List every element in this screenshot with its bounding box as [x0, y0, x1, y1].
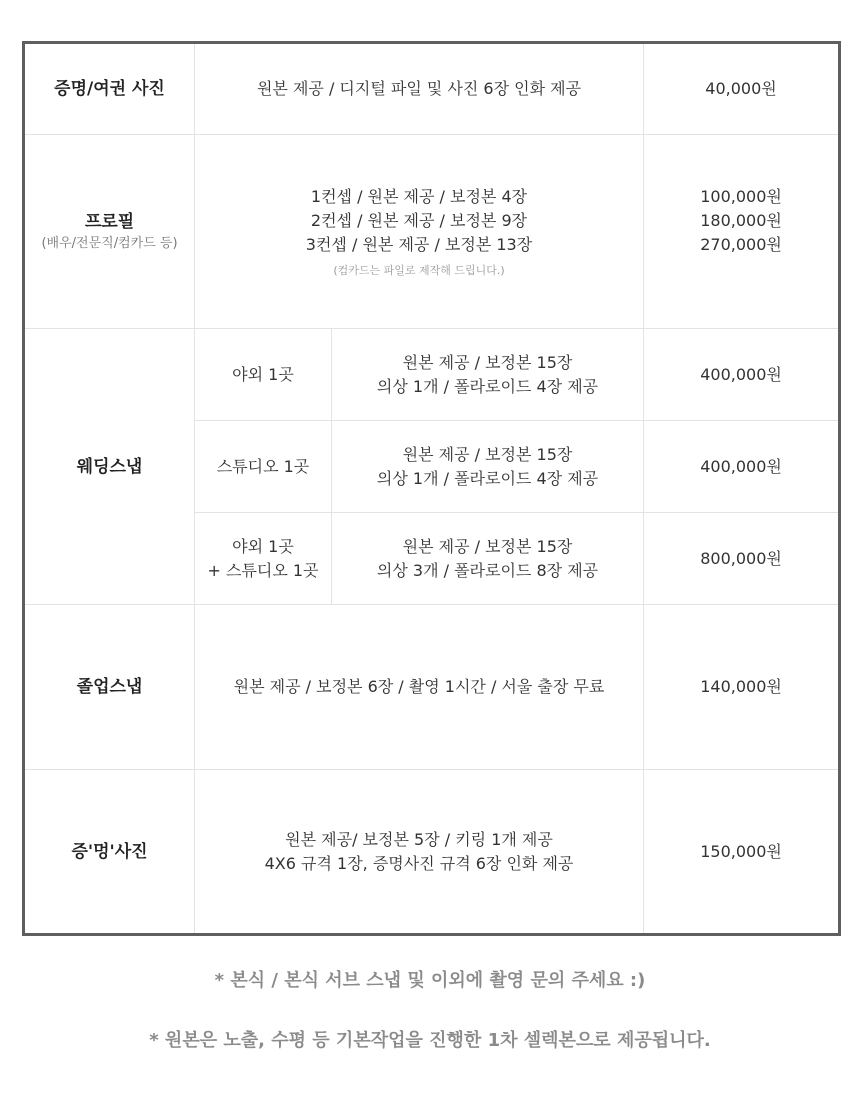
- wedding-option-3-location-line-1: 야외 1곳: [232, 536, 294, 556]
- wedding-option-2-location: [195, 421, 332, 513]
- footnote-inquiry: * 본식 / 본식 서브 스냅 및 이외에 촬영 문의 주세요 :): [214, 970, 646, 991]
- wedding-option-3-detail-1: 원본 제공 / 보정본 15장: [402, 536, 573, 556]
- category-pet-photo: 증'멍'사진: [24, 770, 195, 935]
- wedding-option-3-details: [332, 513, 644, 605]
- wedding-option-1-price: 400,000원: [644, 329, 840, 421]
- category-wedding: 웨딩스냅: [24, 329, 195, 605]
- profile-options: [195, 135, 644, 329]
- graduation-description: 원본 제공 / 보정본 6장 / 촬영 1시간 / 서울 출장 무료: [195, 605, 644, 770]
- wedding-option-2-detail-1: 원본 제공 / 보정본 15장: [402, 444, 573, 464]
- profile-price-1: 100,000원: [700, 186, 782, 206]
- wedding-option-1-details: [332, 329, 644, 421]
- profile-price-3: 270,000원: [700, 234, 782, 254]
- wedding-option-3-price: 800,000원: [644, 513, 840, 605]
- wedding-option-1-detail-2: 의상 1개 / 폴라로이드 4장 제공: [376, 376, 599, 396]
- pet-photo-detail-2: 4X6 규격 1장, 증명사진 규격 6장 인화 제공: [264, 853, 574, 873]
- id-photo-price: 40,000원: [644, 43, 840, 135]
- category-graduation: 졸업스냅: [24, 605, 195, 770]
- pet-photo-detail-1: 원본 제공/ 보정본 5장 / 키링 1개 제공: [285, 829, 553, 849]
- table-row-pet-photo: [24, 770, 840, 935]
- table-row-id-photo: [24, 43, 840, 135]
- category-profile-title: 프로필: [84, 211, 135, 232]
- id-photo-description: 원본 제공 / 디지털 파일 및 사진 6장 인화 제공: [195, 43, 644, 135]
- wedding-option-3-location: [195, 513, 332, 605]
- price-table: [22, 41, 841, 936]
- table-row-profile: [24, 135, 840, 329]
- footnote-original-files: * 원본은 노출, 수평 등 기본작업을 진행한 1차 셀렉본으로 제공됩니다.: [149, 1030, 711, 1051]
- wedding-option-1-detail-1: 원본 제공 / 보정본 15장: [402, 352, 573, 372]
- wedding-option-2-location-line: 스튜디오 1곳: [216, 456, 310, 476]
- wedding-option-3-detail-2: 의상 3개 / 폴라로이드 8장 제공: [376, 560, 599, 580]
- table-row-wedding-outdoor: [24, 329, 840, 421]
- wedding-option-2-detail-2: 의상 1개 / 폴라로이드 4장 제공: [376, 468, 599, 488]
- table-row-graduation: [24, 605, 840, 770]
- wedding-option-2-details: [332, 421, 644, 513]
- category-id-photo: 증명/여권 사진: [24, 43, 195, 135]
- wedding-option-2-price: 400,000원: [644, 421, 840, 513]
- profile-option-2: 2컨셉 / 원본 제공 / 보정본 9장: [310, 210, 528, 230]
- wedding-option-1-location: [195, 329, 332, 421]
- profile-prices: [644, 135, 840, 329]
- profile-price-2: 180,000원: [700, 210, 782, 230]
- profile-option-1: 1컨셉 / 원본 제공 / 보정본 4장: [310, 186, 528, 206]
- wedding-option-3-location-line-2: + 스튜디오 1곳: [207, 560, 319, 580]
- wedding-option-1-location-line: 야외 1곳: [232, 364, 294, 384]
- graduation-price: 140,000원: [644, 605, 840, 770]
- profile-note: (컴카드는 파일로 제작해 드립니다.): [333, 263, 505, 277]
- category-profile: [24, 135, 195, 329]
- pet-photo-details: [195, 770, 644, 935]
- category-profile-subtitle: (배우/전문직/컴카드 등): [41, 235, 178, 251]
- pet-photo-price: 150,000원: [644, 770, 840, 935]
- profile-option-3: 3컨셉 / 원본 제공 / 보정본 13장: [305, 234, 533, 254]
